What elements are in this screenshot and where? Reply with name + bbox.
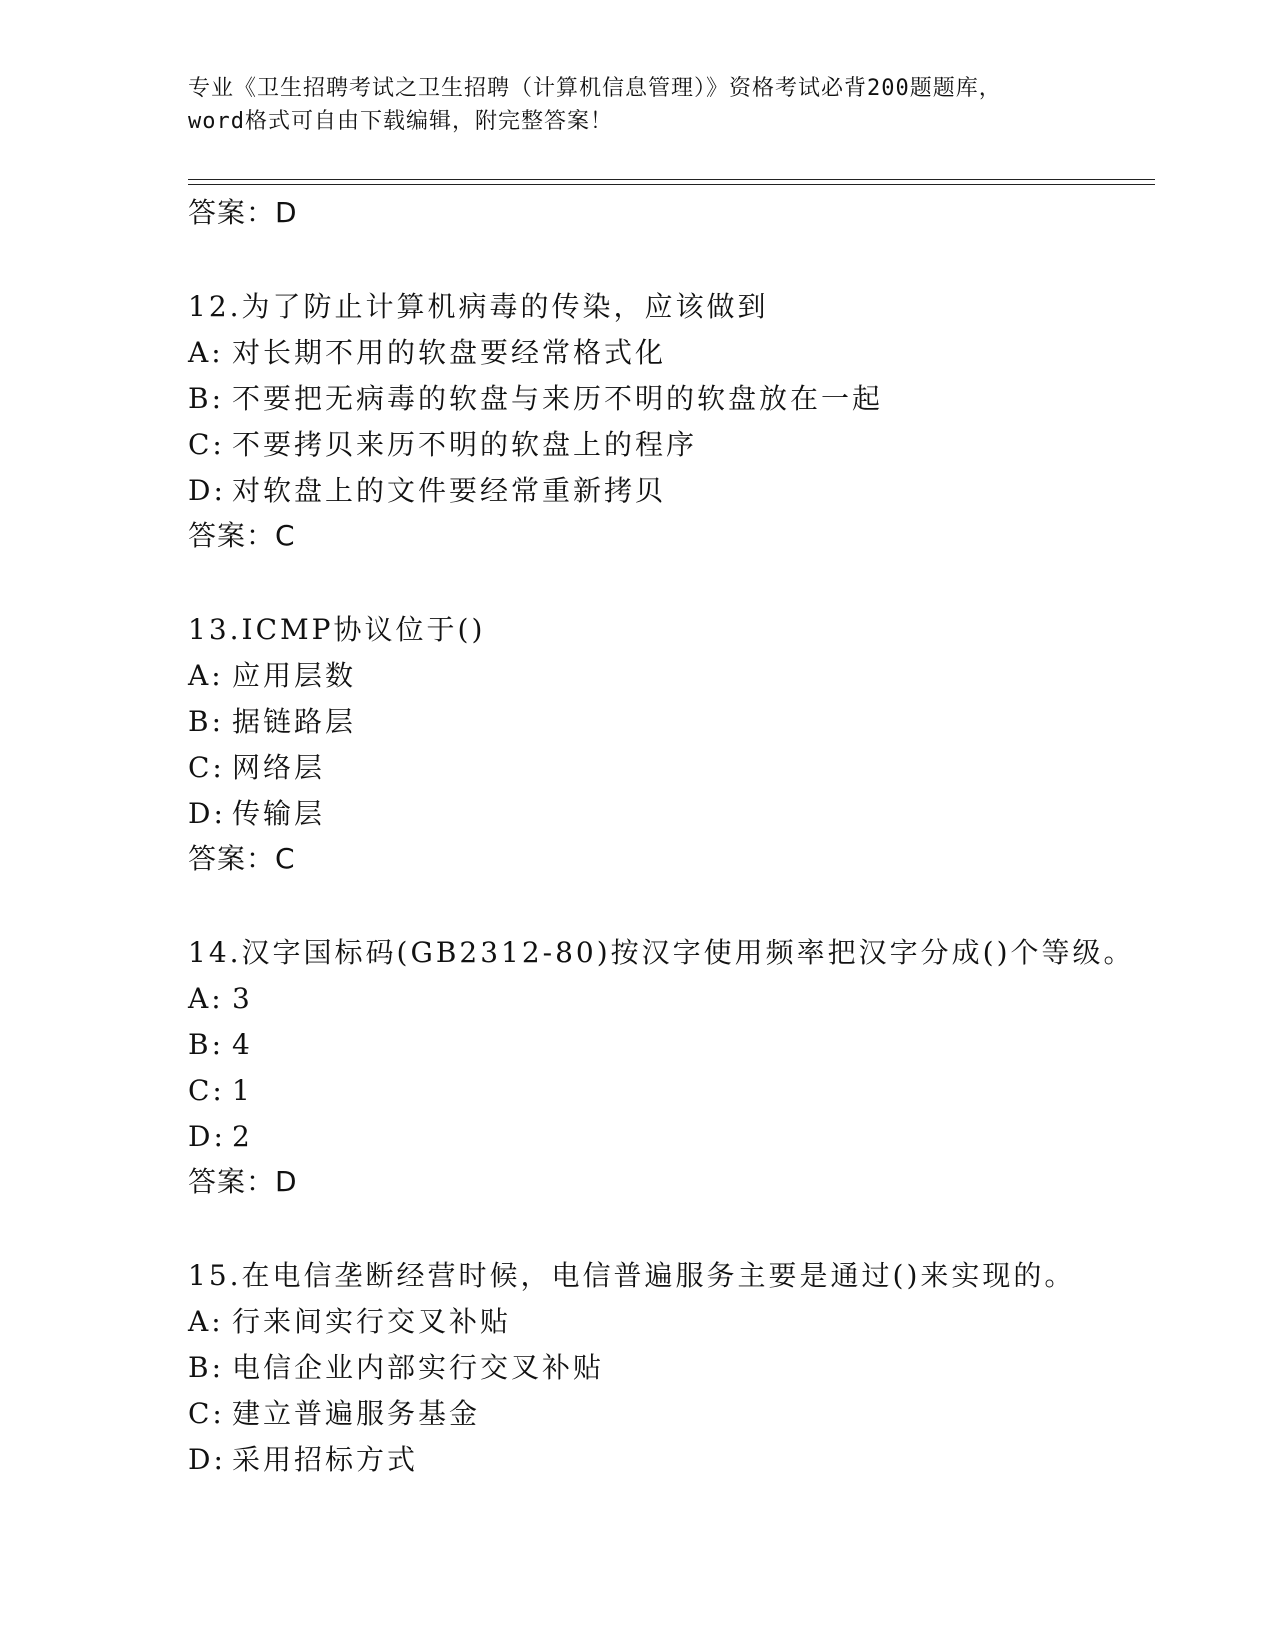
option-text: 1 [232, 1074, 253, 1107]
option-letter: A: [188, 336, 224, 369]
option-a [188, 653, 1148, 699]
option-letter: B: [188, 1351, 225, 1384]
option-text: 行来间实行交叉补贴 [232, 1305, 512, 1338]
question-block [188, 607, 1148, 881]
option-letter: C: [188, 751, 225, 784]
option-b [188, 699, 1148, 745]
option-a [188, 976, 1148, 1022]
option-letter: A: [188, 1305, 224, 1338]
header-line-2: word格式可自由下载编辑，附完整答案！ [188, 109, 613, 134]
option-d [188, 468, 1148, 514]
question-title: 13.ICMP协议位于() [188, 613, 486, 646]
option-b [188, 1345, 1148, 1391]
option-letter: B: [188, 382, 225, 415]
question-title: 15.在电信垄断经营时候，电信普遍服务主要是通过()来实现的。 [188, 1259, 1076, 1292]
option-letter: D: [188, 1443, 226, 1476]
option-text: 不要把无病毒的软盘与来历不明的软盘放在一起 [232, 382, 884, 415]
answer-line: 答案：C [188, 842, 296, 875]
option-text: 传输层 [232, 797, 326, 830]
option-text: 建立普遍服务基金 [232, 1397, 481, 1430]
option-letter: B: [188, 705, 225, 738]
option-letter: B: [188, 1028, 225, 1061]
document-header [188, 72, 1088, 138]
option-letter: A: [188, 982, 224, 1015]
option-d [188, 791, 1148, 837]
header-divider-top [188, 179, 1155, 180]
answer-line: 答案：D [188, 196, 298, 229]
option-text: 据链路层 [232, 705, 357, 738]
option-text: 对软盘上的文件要经常重新拷贝 [232, 474, 667, 507]
option-c [188, 1391, 1148, 1437]
option-letter: D: [188, 797, 226, 830]
option-text: 3 [232, 982, 253, 1015]
question-block [188, 1253, 1148, 1483]
option-c [188, 1068, 1148, 1114]
option-a [188, 1299, 1148, 1345]
option-a [188, 330, 1148, 376]
question-block [188, 284, 1148, 558]
option-text: 电信企业内部实行交叉补贴 [232, 1351, 605, 1384]
answer-line: 答案：C [188, 519, 296, 552]
option-letter: D: [188, 474, 226, 507]
option-letter: C: [188, 428, 225, 461]
option-text: 对长期不用的软盘要经常格式化 [232, 336, 667, 369]
header-divider-bottom [188, 184, 1155, 185]
question-title: 12.为了防止计算机病毒的传染，应该做到 [188, 290, 769, 323]
option-c [188, 422, 1148, 468]
option-text: 4 [232, 1028, 253, 1061]
option-b [188, 1022, 1148, 1068]
option-c [188, 745, 1148, 791]
option-letter: C: [188, 1074, 225, 1107]
option-text: 采用招标方式 [232, 1443, 419, 1476]
answer-line: 答案：D [188, 1165, 298, 1198]
header-line-1: 专业《卫生招聘考试之卫生招聘（计算机信息管理）》资格考试必背200题题库， [188, 76, 1002, 101]
option-letter: D: [188, 1120, 226, 1153]
option-text: 网络层 [232, 751, 326, 784]
option-d [188, 1114, 1148, 1160]
option-letter: A: [188, 659, 224, 692]
question-block [188, 930, 1148, 1204]
option-text: 不要拷贝来历不明的软盘上的程序 [232, 428, 698, 461]
option-b [188, 376, 1148, 422]
option-text: 2 [232, 1120, 253, 1153]
option-d [188, 1437, 1148, 1483]
question-list [188, 191, 1148, 1483]
question-title: 14.汉字国标码(GB2312-80)按汉字使用频率把汉字分成()个等级。 [188, 936, 1135, 969]
option-text: 应用层数 [232, 659, 357, 692]
option-letter: C: [188, 1397, 225, 1430]
